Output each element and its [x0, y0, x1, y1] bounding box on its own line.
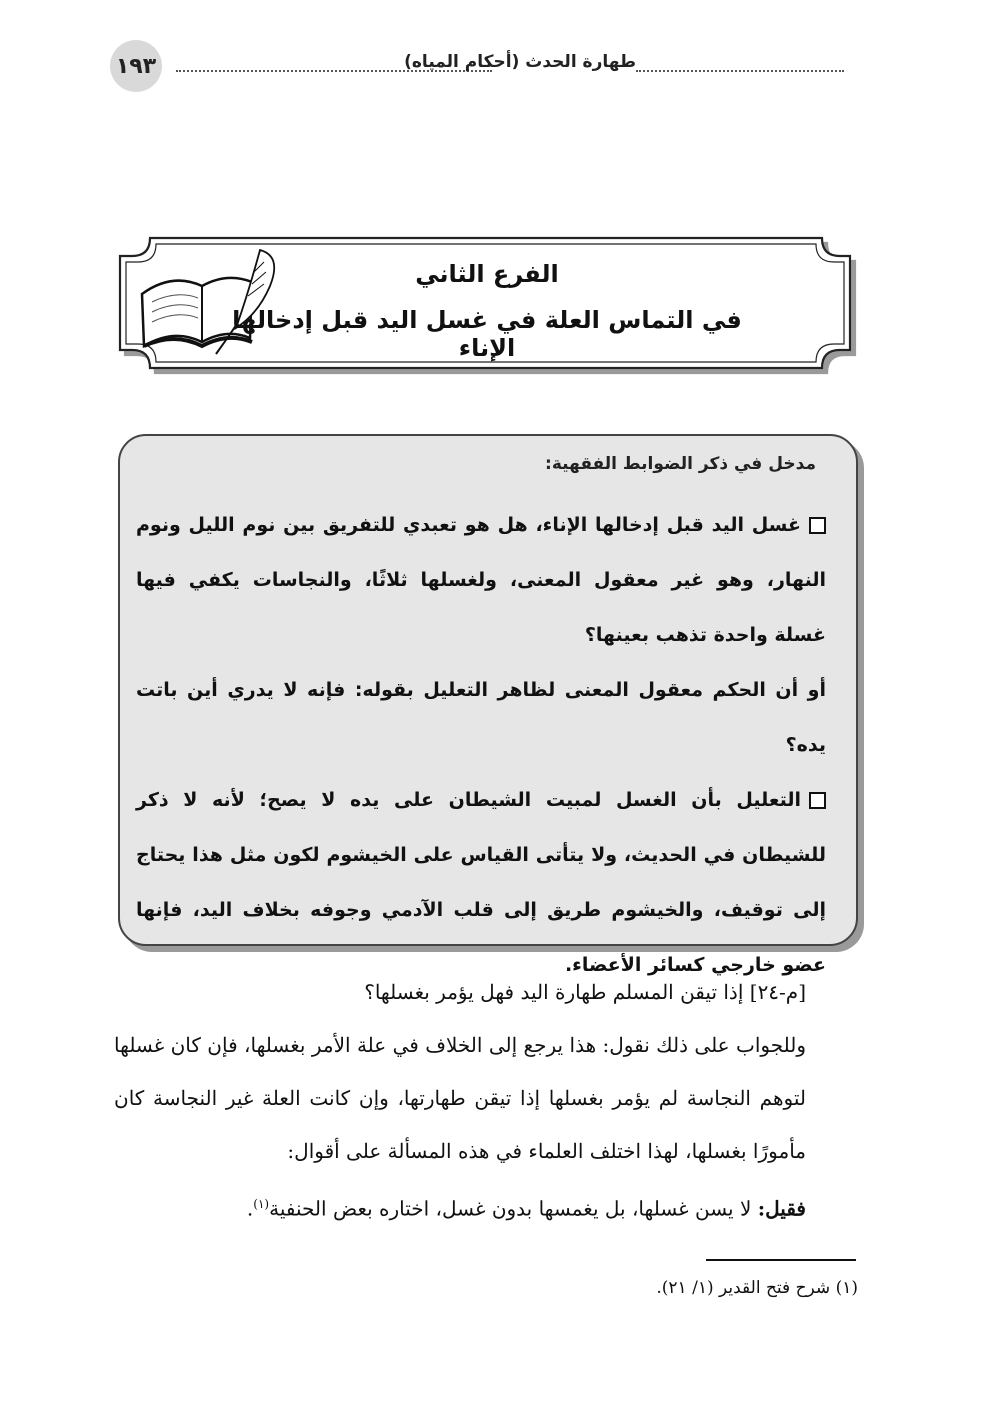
footnote-separator	[706, 1259, 856, 1261]
footnote-ref[interactable]: (١)	[253, 1197, 270, 1211]
box-paragraph	[136, 663, 826, 773]
section-title: الفرع الثاني	[415, 260, 559, 288]
section-subtitle: في التماس العلة في غسل اليد قبل إدخالها الإناء	[232, 306, 742, 362]
box-paragraph-text: غسل اليد قبل إدخالها الإناء، هل هو تعبدي للتفريق بين نوم الليل ونوم النهار، وهو غير معقول المعنى، ولغسلها ثلاثًا، والنجاسات يكفي فيها غسلة واحدة تذهب بعينها؟	[136, 514, 826, 646]
answer-paragraph: وللجواب على ذلك نقول: هذا يرجع إلى الخلاف في علة الأمر بغسلها، فإن كان غسلها لتوهم النجاسة لم يؤمر بغسلها إذا تيقن طهارتها، وإن كانت العلة غير النجاسة كان مأمورًا بغسلها، لهذا اختلف العلماء في هذه المسألة على أقوال:	[114, 1033, 806, 1163]
footnote: (١) شرح فتح القدير (١/ ٢١).	[656, 1278, 858, 1298]
qawl-end: .	[246, 1196, 254, 1221]
banner-text	[207, 260, 767, 362]
running-title: طهارة الحدث (أحكام المياه)	[404, 52, 636, 72]
page-header	[110, 40, 845, 100]
header-dotted-rule-right	[636, 70, 844, 72]
page-number: ١٩٣	[110, 40, 162, 92]
box-paragraph	[136, 773, 826, 993]
main-text	[114, 966, 856, 1236]
section-title-banner	[110, 232, 862, 380]
principles-box	[118, 434, 858, 976]
square-bullet-icon	[809, 792, 826, 809]
box-paragraph	[136, 498, 826, 663]
qawl-paragraph	[114, 1178, 856, 1236]
box-paragraph-text: أو أن الحكم معقول المعنى لظاهر التعليل بقوله: فإنه لا يدري أين باتت يده؟	[136, 679, 826, 756]
box-body	[136, 498, 826, 993]
question-paragraph: [م-٢٤] إذا تيقن المسلم طهارة اليد فهل يؤمر بغسلها؟	[364, 980, 806, 1004]
box-paragraph-text: التعليل بأن الغسل لمبيت الشيطان على يده لا يصح؛ لأنه لا ذكر للشيطان في الحديث، ولا يتأتى القياس على الخيشوم لكون مثل هذا يحتاج إلى توقيف، والخيشوم طريق إلى قلب الآدمي وجوفه بخلاف اليد، فإنها عضو خارجي كسائر الأعضاء.	[136, 789, 826, 976]
box-heading: مدخل في ذكر الضوابط الفقهية:	[545, 454, 816, 474]
qawl-label: فقيل:	[757, 1196, 806, 1221]
qawl-text: لا يسن غسلها، بل يغمسها بدون غسل، اختاره بعض الحنفية	[269, 1196, 752, 1221]
square-bullet-icon	[809, 517, 826, 534]
